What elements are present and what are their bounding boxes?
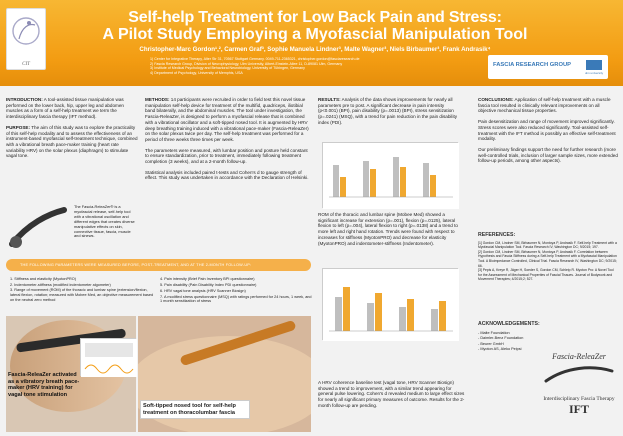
results-chart-2 bbox=[322, 268, 458, 340]
brand2-text: Interdisciplinary Fascia Therapy bbox=[543, 396, 615, 402]
methods-heading: METHODS: bbox=[145, 97, 170, 102]
param-2: 2. Indentometer-stiffness (modified indentometer algometer) bbox=[10, 283, 111, 288]
param-6: 6. HRV vagal tone analysis (HRV Scanner Biosign) bbox=[160, 289, 246, 294]
ulm-text: ulm university bbox=[584, 71, 604, 75]
logo-mark: CIT bbox=[22, 62, 30, 67]
poster-header bbox=[0, 0, 623, 86]
reference-1: [1] Gordon CM, Lindner SM, Birbaumer N, Montoya P, Andrasik F. Self-help Treatment with a Myofascial Manipulation Tool. Fascia Research IV, Washington DC; 9/2015; 197. bbox=[478, 240, 617, 250]
conclusions-p2: Pain desensitization and range of movement improved significantly. Stress scores were also reduced significantly. Tool-assisted self-treatment with the IFT method is possibly an effective self-treatment modality. bbox=[478, 119, 616, 142]
methods-p1: 14 participants were recruited in order to field test this novel tissue manipulation self-help device for treatment of the multifid, quadriceps, iliotibial band bilaterally, and the abdominal muscles. The tool under investigation, the Fascia-ReleaZer, is designed to perform a myofascial release that is combined with a vibrational oscillator and a soft-tipped nosed tool. It is augmented by HRV deep breathing training induced with a vibrational pace-maker (Fascia-ReleaZer) on the solar plexus twice per day. The self-help treatment was performed for a period of three weeks three times per week. bbox=[145, 97, 309, 142]
methods-p3: Statistical analysis included paired t-tests and Cohen's d to gauge strength of effect. This study was undertaken in accordance with the Declaration of Helsinki. bbox=[145, 169, 309, 181]
parameters-banner: THE FOLLOWING PARAMETERS WERE MEASURED BEFORE, POST-TREATMENT, AND AT THE 2-MONTH FOLLOW-UP: bbox=[6, 259, 311, 271]
conclusions-section bbox=[478, 97, 618, 169]
results-chart-1 bbox=[322, 142, 458, 208]
tool-description: The Fascia-ReleaZer® is a myofascial release, self-help tool with a vibrational oscillation and different edges that creates diverse manipulative effects on skin, connective tissue, fascia, muscle and sinews. bbox=[74, 204, 135, 239]
purpose-text: The aim of this study was to explore the practicality of this self-help modality and to assess the effectiveness of an instrument-based myofascial self-treatment technique, combined with a vibrational breath pace-maker training (heart rate variability HRV) on the solar plexus (diaphragm) to stimulate vagal tone. bbox=[6, 124, 138, 159]
references-heading: REFERENCES: bbox=[478, 232, 516, 238]
results-p1: Analysis of the data shows improvements for nearly all parameters pre to post. A significant decrease in pain intensity (p<0.001) (BPI), pain disability (p=.0013) (BPI), stress sensitization (p=.0241) (MSQ), with a trend for pain reduction in the pain disability index (PDI). bbox=[318, 97, 458, 125]
author-list: Christopher-Marc Gordon¹,², Carmen Graf³, Sophie Manuela Lindner³, Malte Wagner³, Niels Birbaumer³, Frank Andrasik⁴ bbox=[139, 46, 491, 53]
references-section bbox=[478, 233, 618, 282]
intro-text: A tool-assisted tissue manipulation was performed on the lower back, hip, upper leg and abdomen muscles as a form of a self-help treatment we term the interdisciplinary fascia therapy (IFT method). bbox=[6, 97, 124, 120]
conclusions-heading: CONCLUSIONS: bbox=[478, 97, 514, 102]
affiliation-4: 4) Department of Psychology, University of Memphis, USA bbox=[150, 70, 243, 75]
purpose-heading: PURPOSE: bbox=[6, 124, 30, 130]
ack-4: - Myoton AS, Aleko Peipsi bbox=[478, 347, 522, 351]
acknowledgements-heading: ACKNOWLEDGEMENTS: bbox=[478, 321, 540, 327]
ack-2: - Daimler-Benz Foundation bbox=[478, 336, 524, 340]
tool-photo bbox=[8, 204, 68, 252]
results-heading: RESULTS: bbox=[318, 97, 341, 102]
ift-mark: IFT bbox=[568, 402, 589, 416]
reference-3: [3] Pepis A, Kreye R, Jäger H, Soeder S, Gordon CM, Schleip R. Myoton Pro: A Novel Tool for the Assessment of Mechanical Properties of Fascial Tissues. Journal of Bodywork and Movement Therapies; 4/2015;2; 527. bbox=[478, 268, 614, 282]
reference-2: [2] Gordon CM, Lindner SM, Birbaumer N, Montoya P, Andrasik F. Correlation between Hypothesis and Fascia Stiffness during a Self-help Treatment with a Myofascial Manipulation Tool. A Bioimpedance Controlled, Clinical Trial. Fascia Research IV, Washington DC; 9/2015; 66. bbox=[478, 249, 617, 268]
conclusions-p1: Application of self-help treatment with a muscle fascia tool resulted in clinically relevant improvements on all objective mechanical tissue properties. bbox=[478, 97, 611, 114]
caption-middle: Soft-tipped nosed tool for self-help treatment on thoracolumbar fascia bbox=[140, 400, 250, 419]
title-line-1: Self-help Treatment for Low Back Pain and Stress: bbox=[128, 9, 502, 26]
param-4: 4. Pain intensity (Brief Pain Inventory BPI questionnaire) bbox=[160, 277, 255, 281]
param-7: 7. A modified stress questionnaire (MSQ) with ratings performed for 24 hours, 1 week, and 1 month sensitization of stress bbox=[160, 294, 312, 304]
parameters-list-left bbox=[10, 276, 158, 303]
frg-logo-text: FASCIA RESEARCH GROUP bbox=[493, 62, 572, 68]
fascia-research-group-logo bbox=[488, 55, 608, 79]
figure-logo-icon bbox=[7, 9, 45, 57]
ack-3: - Beurer GmbH bbox=[478, 341, 504, 346]
title-line-2: A Pilot Study Employing a Myofascial Manipulation Tool bbox=[102, 26, 528, 43]
results-p2: ROM of the thoracic and lumbar spine (Mobee Med) showed a significant increase for extension (p=.001), flexion (p=.0125), lateral flexion to left (p=.004), lateral flexion to right (p=.0138) and a trend to more left and right hand rotation. Trends were found with respect to increases for stiffness (MyotonPRO) and decrease for elasticity (MyotonPRO) and indentometer-stiffness (Indentometer). bbox=[318, 212, 458, 246]
parameters-list-right bbox=[160, 276, 312, 304]
ack-1: - Malte Foundation bbox=[478, 330, 510, 335]
acknowledgements-section bbox=[478, 322, 618, 353]
institute-logo bbox=[6, 8, 46, 70]
results-section bbox=[318, 97, 458, 131]
tool-icon bbox=[540, 361, 618, 391]
brand-text: Fascia-ReleaZer bbox=[552, 352, 606, 361]
methods-section bbox=[145, 97, 311, 186]
fascia-releazer-logo bbox=[540, 352, 618, 432]
intro-heading: INTRODUCTION: bbox=[6, 97, 43, 102]
affiliation-1: 1) Center for Integrative Therapy, Alter Str 31, 70567 Stuttgart Germany. 0049-711-2365321, christopher.gordon@fasciaresearch.de bbox=[150, 57, 360, 61]
ulm-icon bbox=[584, 58, 604, 76]
results-p3: A HRV coherence baseline test (vagal tone, HRV Scanner Biosign) showed a trend to improvement, with a similar trend appearing for general pulse lowering. Cohen's d revealed medium to large effect sizes for nearly all significant primary measures of outcome. Results for the 2-month follow-up are pending. bbox=[318, 380, 465, 408]
caption-left: Fascia-ReleaZer activated as a vibratory breath pace-maker (HRV training) for vagal tone stimulation bbox=[8, 372, 80, 398]
affiliations bbox=[150, 57, 450, 75]
affiliation-2: 2) Fascia Research Group, Division of Neurophysiology, Ulm University, Albert-Einstein-Allee 11, D-89081 Ulm, Germany bbox=[150, 61, 343, 66]
introduction-section bbox=[6, 97, 138, 164]
conclusions-p3: Our preliminary findings support the need for further research (more well-controlled trials, inclusion of larger sample sizes, more extended follow-up periods, among other aspects). bbox=[478, 146, 618, 164]
param-1: 1. Stiffness and elasticity (MyotonPRO) bbox=[10, 277, 76, 281]
methods-p2: The parameters were measured, with lumbar position and posture held constant to ensure standardization, prior to treatment, immediately following treatment completion (3 weeks), and at a 2-month follow-up. bbox=[145, 147, 308, 165]
affiliation-3: 3) Institute of Medical Psychology and Behavioral Neurobiology, University of Tübingen, Germany bbox=[150, 66, 305, 71]
param-5: 5. Pain disability (Pain Disability Index PDI questionnaire) bbox=[160, 283, 257, 288]
hrv-screen bbox=[80, 338, 136, 376]
param-3: 3. Range of movement (ROM) of the thoracic and lumbar spine (extension/flexion, lateral flexion, rotation; measured with Mobee Med, an objective measurement based on the neutral zero method bbox=[10, 288, 154, 302]
